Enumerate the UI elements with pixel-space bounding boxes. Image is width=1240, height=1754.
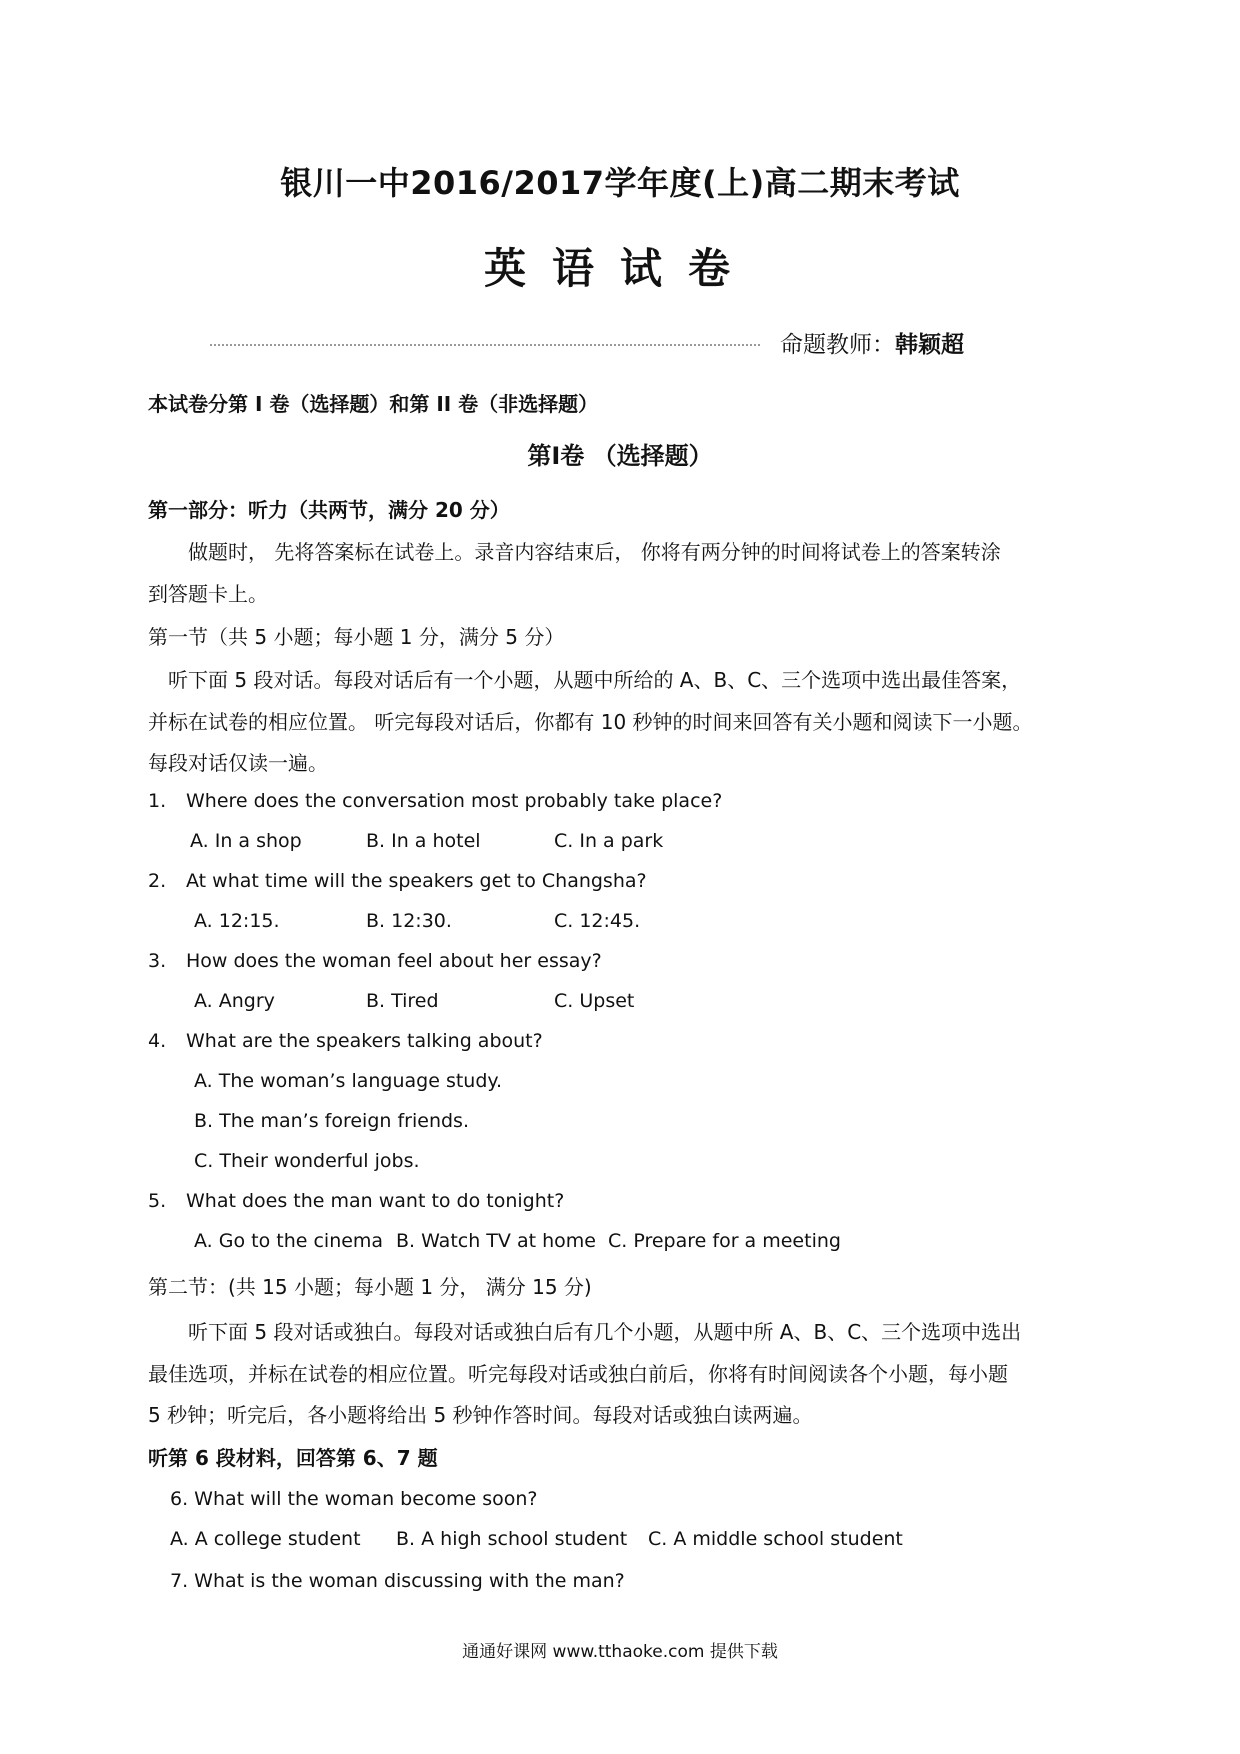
question-5 xyxy=(148,1190,565,1212)
question-7: 7. What is the woman discussing with the man? xyxy=(170,1570,625,1592)
section1-instruction-3: 每段对话仅读一遍。 xyxy=(148,751,328,775)
teacher-name: 韩颖超 xyxy=(895,331,964,358)
section1-instruction-1: 听下面 5 段对话。每段对话后有一个小题，从题中所给的 A、B、C、三个选项中选出最佳答案， xyxy=(168,668,1022,692)
q2-option-b: B. 12:30. xyxy=(366,910,452,932)
material-heading: 听第 6 段材料，回答第 6、7 题 xyxy=(148,1446,438,1470)
q3-option-b: B. Tired xyxy=(366,990,439,1012)
q5-option-a: A. Go to the cinema xyxy=(194,1230,384,1252)
teacher-label: 命题教师： xyxy=(780,332,895,358)
q6-option-b: B. A high school student xyxy=(396,1528,628,1550)
question-text: At what time will the speakers get to Changsha? xyxy=(186,870,647,892)
q6-option-a: A. A college student xyxy=(170,1528,361,1550)
teacher-line xyxy=(780,326,964,359)
q3-option-c: C. Upset xyxy=(554,990,635,1012)
exam-subtitle: 英语试卷 xyxy=(483,244,756,293)
part1-instruction-2: 到答题卡上。 xyxy=(148,582,268,606)
dotted-leader xyxy=(210,330,760,346)
section2-instruction-3: 5 秒钟；听完后，各小题将给出 5 秒钟作答时间。每段对话或独白读两遍。 xyxy=(148,1403,813,1427)
q1-option-a: A. In a shop xyxy=(190,830,302,852)
question-text: What are the speakers talking about? xyxy=(186,1030,543,1052)
q4-option-a: A. The woman’s language study. xyxy=(194,1070,502,1092)
question-2 xyxy=(148,870,647,892)
part1-instruction-1: 做题时， 先将答案标在试卷上。录音内容结束后， 你将有两分钟的时间将试卷上的答案转涂 xyxy=(188,540,1001,564)
q3-option-a: A. Angry xyxy=(194,990,275,1012)
q4-option-c: C. Their wonderful jobs. xyxy=(194,1150,420,1172)
section1-instruction-2: 并标在试卷的相应位置。 听完每段对话后，你都有 10 秒钟的时间来回答有关小题和阅读下一小题。 xyxy=(148,710,1033,734)
exam-title: 银川一中2016/2017学年度(上)高二期末考试 xyxy=(280,164,960,202)
question-6: 6. What will the woman become soon? xyxy=(170,1488,538,1510)
section2-instruction-1: 听下面 5 段对话或独白。每段对话或独白后有几个小题，从题中所 A、B、C、三个选项中选出 xyxy=(188,1320,1022,1344)
q5-option-c: C. Prepare for a meeting xyxy=(608,1230,841,1252)
question-text: Where does the conversation most probably take place? xyxy=(186,790,723,812)
volume-title: 第Ⅰ卷 （选择题） xyxy=(527,442,713,470)
question-number: 1. xyxy=(148,790,167,812)
q5-option-b: B. Watch TV at home xyxy=(396,1230,596,1252)
question-1 xyxy=(148,790,723,812)
q1-option-b: B. In a hotel xyxy=(366,830,481,852)
q1-option-c: C. In a park xyxy=(554,830,664,852)
question-text: How does the woman feel about her essay? xyxy=(186,950,602,972)
footer-text: 通通好课网 www.tthaoke.com 提供下载 xyxy=(462,1642,778,1662)
question-number: 4. xyxy=(148,1030,167,1052)
section1-heading: 第一节（共 5 小题；每小题 1 分，满分 5 分） xyxy=(148,625,565,649)
part1-heading: 第一部分：听力（共两节，满分 20 分） xyxy=(148,498,510,522)
q6-option-c: C. A middle school student xyxy=(648,1528,903,1550)
question-number: 2. xyxy=(148,870,167,892)
question-number: 5. xyxy=(148,1190,167,1212)
q2-option-a: A. 12:15. xyxy=(194,910,280,932)
question-4 xyxy=(148,1030,543,1052)
question-text: What does the man want to do tonight? xyxy=(186,1190,565,1212)
section2-instruction-2: 最佳选项，并标在试卷的相应位置。听完每段对话或独白前后，你将有时间阅读各个小题，每小题 xyxy=(148,1362,1008,1386)
q4-option-b: B. The man’s foreign friends. xyxy=(194,1110,469,1132)
section2-heading: 第二节：(共 15 小题；每小题 1 分， 满分 15 分) xyxy=(148,1275,592,1299)
q2-option-c: C. 12:45. xyxy=(554,910,641,932)
question-3 xyxy=(148,950,602,972)
intro-text: 本试卷分第 I 卷（选择题）和第 II 卷（非选择题） xyxy=(148,392,599,416)
question-number: 3. xyxy=(148,950,167,972)
